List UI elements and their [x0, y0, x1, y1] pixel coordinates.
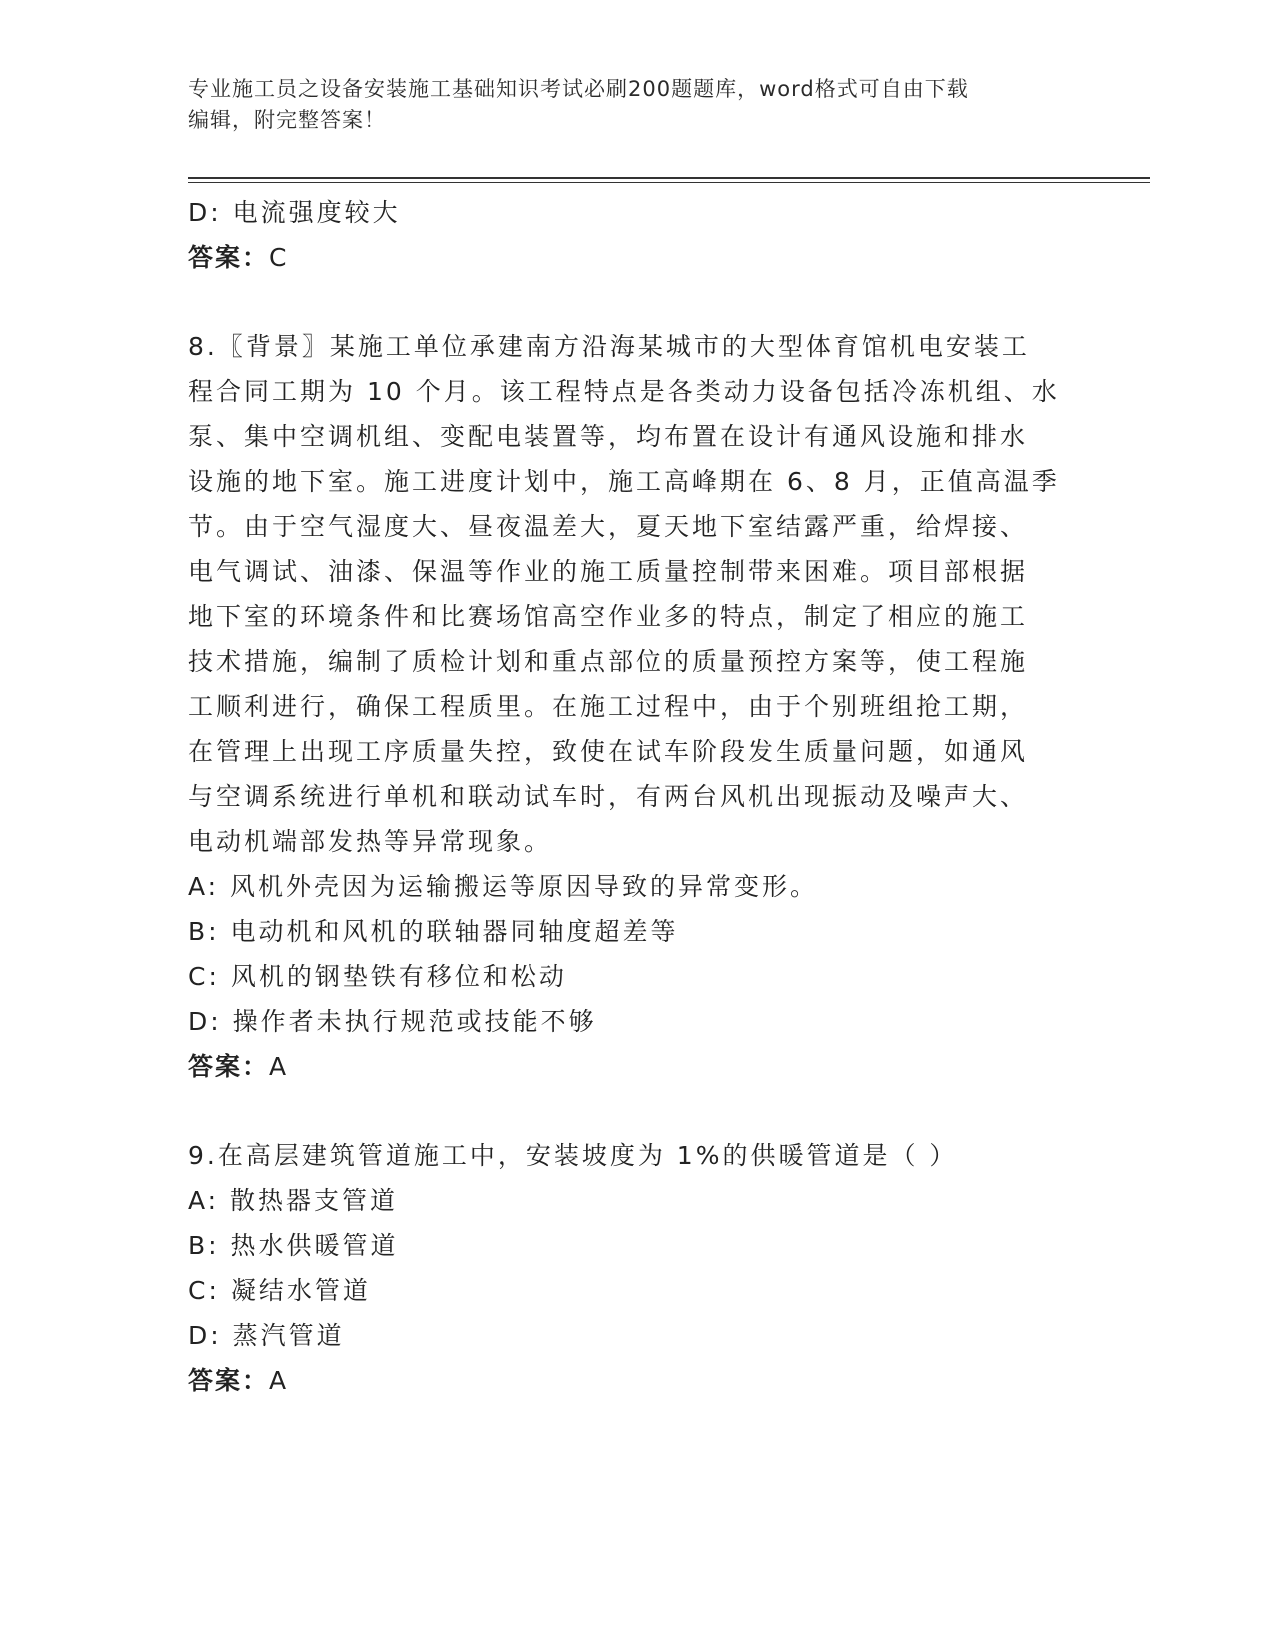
- answer-label: 答案：: [188, 243, 270, 272]
- q8-stem-line: 电气调试、油漆、保温等作业的施工质量控制带来困难。项目部根据: [188, 557, 1029, 586]
- q8-stem-line: 程合同工期为 10 个月。该工程特点是各类动力设备包括冷冻机组、水: [188, 377, 1060, 406]
- answer-label: 答案：: [188, 1052, 270, 1081]
- q8-stem-line: 与空调系统进行单机和联动试车时，有两台风机出现振动及噪声大、: [188, 782, 1029, 811]
- q8-stem-line: 工顺利进行，确保工程质里。在施工过程中，由于个别班组抢工期，: [188, 692, 1029, 721]
- spacer: [188, 1089, 1088, 1133]
- q8-option-d: D: 操作者未执行规范或技能不够: [188, 1007, 597, 1036]
- header-line-1: 专业施工员之设备安装施工基础知识考试必刷200题题库，word格式可自由下载: [188, 77, 969, 101]
- q8-stem-line: 地下室的环境条件和比赛场馆高空作业多的特点，制定了相应的施工: [188, 602, 1029, 631]
- answer-value: A: [269, 1052, 289, 1081]
- q9-option-a: A: 散热器支管道: [188, 1186, 399, 1215]
- q9-answer: [188, 1358, 1088, 1403]
- question-9-stem: 9.在高层建筑管道施工中，安装坡度为 1%的供暖管道是（ ）: [188, 1141, 958, 1170]
- q8-stem-line: 技术措施，编制了质检计划和重点部位的质量预控方案等，使工程施: [188, 647, 1029, 676]
- q8-stem-line: 节。由于空气湿度大、昼夜温差大，夏天地下室结露严重，给焊接、: [188, 512, 1029, 541]
- question-8-stem: [188, 324, 1088, 864]
- prev-option-d: D: 电流强度较大: [188, 198, 401, 227]
- q8-option-a: A: 风机外壳因为运输搬运等原因导致的异常变形。: [188, 872, 819, 901]
- spacer: [188, 280, 1088, 324]
- prev-answer: [188, 235, 1088, 280]
- answer-label: 答案：: [188, 1366, 270, 1395]
- q8-stem-line: 电动机端部发热等异常现象。: [188, 827, 553, 856]
- q9-option-c: C: 凝结水管道: [188, 1276, 371, 1305]
- header-divider-thin: [188, 182, 1150, 183]
- q8-answer: [188, 1044, 1088, 1089]
- answer-value: C: [269, 243, 289, 272]
- q9-option-b: B: 热水供暖管道: [188, 1231, 399, 1260]
- q8-option-c: C: 风机的钢垫铁有移位和松动: [188, 962, 567, 991]
- header-line-2: 编辑，附完整答案！: [188, 108, 386, 132]
- q8-stem-line: 8.〖背景〗某施工单位承建南方沿海某城市的大型体育馆机电安装工: [188, 332, 1030, 361]
- q8-option-b: B: 电动机和风机的联轴器同轴度超差等: [188, 917, 679, 946]
- q9-option-d: D: 蒸汽管道: [188, 1321, 345, 1350]
- q8-stem-line: 在管理上出现工序质量失控，致使在试车阶段发生质量问题，如通风: [188, 737, 1029, 766]
- q8-stem-line: 设施的地下室。施工进度计划中，施工高峰期在 6、8 月，正值高温季: [188, 467, 1060, 496]
- document-header: [188, 74, 1068, 136]
- header-divider-thick: [188, 177, 1150, 179]
- q8-stem-line: 泵、集中空调机组、变配电装置等，均布置在设计有通风设施和排水: [188, 422, 1029, 451]
- answer-value: A: [269, 1366, 289, 1395]
- document-body: [188, 190, 1088, 1403]
